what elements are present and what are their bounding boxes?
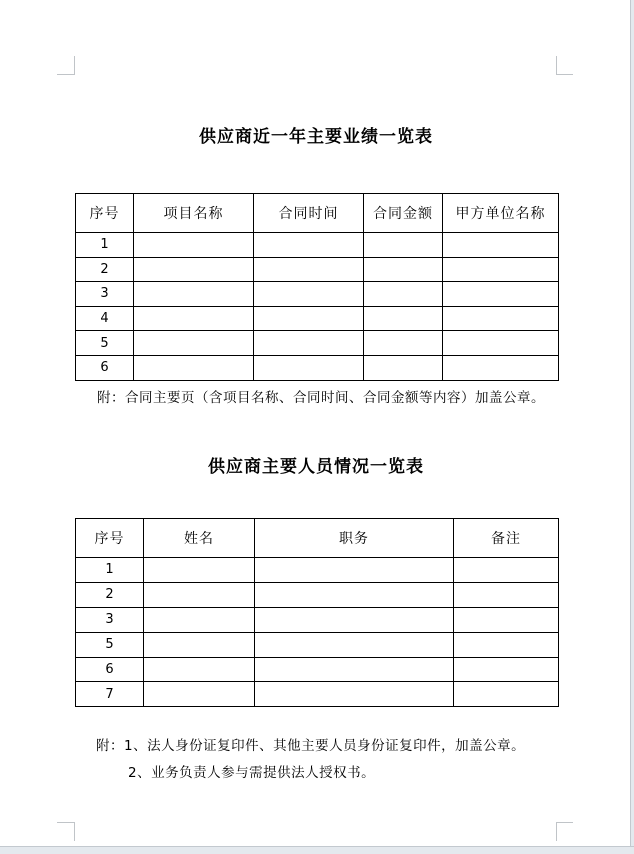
row-number-cell: 6: [76, 657, 144, 682]
text-boundary-mark-bottom-left: [57, 822, 75, 841]
empty-fill-in-cell[interactable]: [144, 607, 255, 632]
empty-fill-in-cell[interactable]: [454, 607, 559, 632]
empty-fill-in-cell[interactable]: [144, 582, 255, 607]
empty-fill-in-cell[interactable]: [364, 233, 443, 258]
column-header-index: 序号: [76, 519, 144, 558]
empty-fill-in-cell[interactable]: [144, 632, 255, 657]
empty-fill-in-cell[interactable]: [254, 282, 364, 307]
row-number-cell: 5: [76, 331, 134, 356]
column-header-project-name: 项目名称: [134, 194, 254, 233]
empty-fill-in-cell[interactable]: [443, 331, 559, 356]
empty-fill-in-cell[interactable]: [443, 282, 559, 307]
empty-fill-in-cell[interactable]: [255, 582, 454, 607]
row-number-cell: 7: [76, 682, 144, 707]
section2-title: 供应商主要人员情况一览表: [208, 457, 424, 477]
column-header-contract-time: 合同时间: [254, 194, 364, 233]
empty-fill-in-cell[interactable]: [364, 306, 443, 331]
window-edge-right: [630, 0, 634, 854]
empty-fill-in-cell[interactable]: [454, 657, 559, 682]
personnel-table: [75, 518, 559, 707]
performance-table: [75, 193, 559, 381]
empty-fill-in-cell[interactable]: [364, 355, 443, 380]
empty-fill-in-cell[interactable]: [364, 331, 443, 356]
empty-fill-in-cell[interactable]: [134, 257, 254, 282]
window-edge-bottom: [0, 846, 634, 854]
table-row: [76, 582, 559, 607]
empty-fill-in-cell[interactable]: [254, 233, 364, 258]
empty-fill-in-cell[interactable]: [255, 607, 454, 632]
section2-note-line1: 附：1、法人身份证复印件、其他主要人员身份证复印件，加盖公章。: [96, 738, 526, 754]
empty-fill-in-cell[interactable]: [443, 306, 559, 331]
empty-fill-in-cell[interactable]: [454, 632, 559, 657]
column-header-position: 职务: [255, 519, 454, 558]
column-header-index: 序号: [76, 194, 134, 233]
empty-fill-in-cell[interactable]: [364, 257, 443, 282]
column-header-contract-amount: 合同金额: [364, 194, 443, 233]
table-row: [76, 282, 559, 307]
table-row: [76, 233, 559, 258]
table-row: [76, 607, 559, 632]
row-number-cell: 1: [76, 233, 134, 258]
table-header-row: [76, 519, 559, 558]
section1-note: 附：合同主要页（含项目名称、合同时间、合同金额等内容）加盖公章。: [97, 390, 545, 406]
row-number-cell: 2: [76, 257, 134, 282]
column-header-remarks: 备注: [454, 519, 559, 558]
empty-fill-in-cell[interactable]: [454, 558, 559, 583]
empty-fill-in-cell[interactable]: [134, 355, 254, 380]
row-number-cell: 6: [76, 355, 134, 380]
empty-fill-in-cell[interactable]: [255, 558, 454, 583]
table-row: [76, 632, 559, 657]
empty-fill-in-cell[interactable]: [364, 282, 443, 307]
table-row: [76, 558, 559, 583]
table-row: [76, 331, 559, 356]
table-header-row: [76, 194, 559, 233]
column-header-name: 姓名: [144, 519, 255, 558]
empty-fill-in-cell[interactable]: [254, 306, 364, 331]
empty-fill-in-cell[interactable]: [144, 657, 255, 682]
empty-fill-in-cell[interactable]: [134, 282, 254, 307]
empty-fill-in-cell[interactable]: [443, 257, 559, 282]
table-row: [76, 355, 559, 380]
empty-fill-in-cell[interactable]: [454, 682, 559, 707]
text-boundary-mark-top-left: [57, 56, 75, 75]
text-boundary-mark-top-right: [556, 56, 573, 75]
empty-fill-in-cell[interactable]: [134, 306, 254, 331]
row-number-cell: 3: [76, 282, 134, 307]
table-row: [76, 257, 559, 282]
empty-fill-in-cell[interactable]: [255, 657, 454, 682]
row-number-cell: 1: [76, 558, 144, 583]
empty-fill-in-cell[interactable]: [134, 331, 254, 356]
table-row: [76, 657, 559, 682]
table-row: [76, 306, 559, 331]
row-number-cell: 4: [76, 306, 134, 331]
row-number-cell: 5: [76, 632, 144, 657]
empty-fill-in-cell[interactable]: [454, 582, 559, 607]
row-number-cell: 3: [76, 607, 144, 632]
section2-note-line2: 2、业务负责人参与需提供法人授权书。: [128, 765, 376, 781]
column-header-party-a-name: 甲方单位名称: [443, 194, 559, 233]
empty-fill-in-cell[interactable]: [144, 558, 255, 583]
table-row: [76, 682, 559, 707]
section1-title: 供应商近一年主要业绩一览表: [199, 127, 433, 147]
empty-fill-in-cell[interactable]: [443, 355, 559, 380]
empty-fill-in-cell[interactable]: [255, 632, 454, 657]
empty-fill-in-cell[interactable]: [254, 355, 364, 380]
empty-fill-in-cell[interactable]: [254, 331, 364, 356]
empty-fill-in-cell[interactable]: [443, 233, 559, 258]
empty-fill-in-cell[interactable]: [144, 682, 255, 707]
empty-fill-in-cell[interactable]: [255, 682, 454, 707]
row-number-cell: 2: [76, 582, 144, 607]
empty-fill-in-cell[interactable]: [254, 257, 364, 282]
empty-fill-in-cell[interactable]: [134, 233, 254, 258]
text-boundary-mark-bottom-right: [556, 822, 573, 841]
